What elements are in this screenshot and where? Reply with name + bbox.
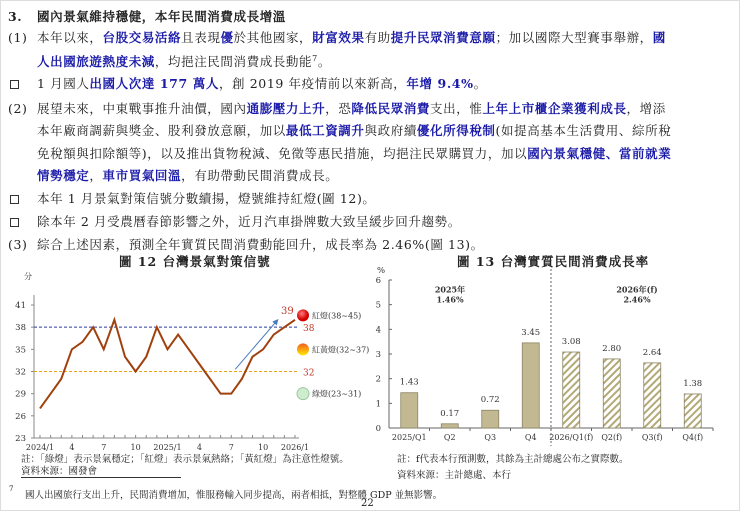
svg-text:2.46%: 2.46% — [623, 294, 651, 305]
svg-text:2024/1: 2024/1 — [25, 443, 55, 451]
svg-text:29: 29 — [15, 389, 26, 400]
paragraph-text: 情勢穩定，車市買氣回溫，有助帶動民間消費成長。 — [37, 168, 339, 183]
svg-text:0.72: 0.72 — [480, 395, 500, 406]
svg-text:4: 4 — [196, 443, 202, 451]
chart12-title: 圖 12 台灣景氣對策信號 — [119, 254, 271, 269]
svg-text:紅黃燈(32~37): 紅黃燈(32~37) — [312, 345, 370, 355]
chart12-source: 資料來源：國發會 — [21, 463, 181, 478]
chart13-note: 註：f代表本行預測數，其餘為主計總處公布之實際數。 — [397, 454, 629, 465]
paragraph-text: 綜合上述因素，預測全年實質民間消費動能回升，成長率為 2.46%(圖 13)。 — [37, 237, 484, 252]
chart13-bar-chart — [371, 261, 740, 451]
svg-text:0.17: 0.17 — [440, 408, 460, 419]
svg-text:3: 3 — [375, 350, 381, 360]
footnote-mark: 7 — [9, 485, 14, 493]
svg-text:39: 39 — [281, 305, 294, 317]
svg-text:23: 23 — [15, 434, 26, 444]
footnote-text: 國人出國旅行支出上升，民間消費增加，惟服務輸入同步提高，兩者相抵，對整體 GDP 並無影響。 — [25, 490, 443, 501]
svg-text:紅燈(38~45): 紅燈(38~45) — [312, 311, 362, 321]
paragraph-text: 人出國旅遊熱度未減，均挹注民間消費成長動能$^7$。 — [37, 54, 331, 70]
svg-text:1.43: 1.43 — [399, 377, 419, 388]
paragraph-text: 1 月國人出國人次達 177 萬人，創 2019 年疫情前以來新高，年增 9.4%。 — [37, 76, 487, 91]
paragraph-text: 除本年 2 月受農曆春節影響之外，近月汽車掛牌數大致呈緩步回升趨勢。 — [37, 214, 461, 229]
paragraph-text: 本年 1 月景氣對策信號分數續揚，燈號維持紅燈(圖 12)。 — [37, 191, 376, 206]
svg-text:38: 38 — [15, 323, 26, 334]
svg-text:2.80: 2.80 — [602, 343, 622, 354]
svg-text:41: 41 — [15, 301, 26, 311]
svg-text:7: 7 — [228, 443, 234, 451]
svg-text:1: 1 — [375, 399, 381, 410]
svg-text:35: 35 — [15, 345, 26, 356]
svg-text:2026/1: 2026/1 — [280, 443, 310, 451]
chart12-note: 註：「綠燈」表示景氣穩定；「紅燈」表示景氣熱絡；「黃紅燈」為注意性燈號。 — [21, 454, 349, 465]
svg-text:1.46%: 1.46% — [436, 294, 464, 305]
svg-text:4: 4 — [375, 325, 381, 336]
paragraph-text: 本年以來，台股交易活絡且表現優於其他國家，財富效果有助提升民眾消費意願；加以國際大型賽事舉辦，國 — [37, 30, 666, 45]
chart13-source: 資料來源：主計總處、本行 — [397, 470, 512, 481]
svg-text:2025/1: 2025/1 — [153, 443, 182, 451]
svg-text:7: 7 — [101, 443, 107, 451]
svg-text:2026/Q1(f): 2026/Q1(f) — [549, 433, 594, 442]
paragraph-text: 展望未來，中東戰事推升油價，國內通膨壓力上升，恐降低民眾消費支出，惟上年上市櫃企業獲利成長，增添 — [37, 101, 666, 116]
svg-text:10: 10 — [258, 443, 269, 451]
svg-text:Q4(f): Q4(f) — [682, 433, 704, 442]
svg-text:6: 6 — [375, 276, 381, 286]
section-number: 3. — [8, 9, 23, 24]
bullet-square-icon — [10, 195, 19, 204]
svg-text:2.64: 2.64 — [642, 347, 662, 358]
svg-text:32: 32 — [303, 368, 315, 379]
svg-text:26: 26 — [15, 411, 26, 422]
paragraph-text: 本年廠商調薪與獎金、股利發放意願，加以最低工資調升與政府續優化所得稅制(如提高基本生活費用、綜所稅 — [37, 123, 672, 138]
paragraph-marker: (1) — [8, 30, 28, 45]
svg-text:2: 2 — [375, 374, 381, 385]
svg-text:Q3(f): Q3(f) — [641, 433, 663, 442]
bullet-square-icon — [10, 218, 19, 227]
svg-text:0: 0 — [375, 424, 381, 434]
paragraph-marker: (2) — [8, 101, 28, 116]
svg-text:2026年(f): 2026年(f) — [616, 284, 658, 295]
paragraph-marker: (3) — [8, 237, 28, 252]
svg-text:分: 分 — [24, 272, 32, 281]
svg-text:Q2(f): Q2(f) — [601, 433, 623, 442]
paragraph-text: 免稅額與扣除額等)，以及推出貨物稅減、免徵等惠民措施，均挹注民眾購買力，加以國內景氣穩健、當前就業 — [37, 146, 672, 161]
section-title: 國內景氣維持穩健，本年民間消費成長增溫 — [37, 9, 286, 24]
page-number: 22 — [361, 498, 374, 509]
svg-text:Q3: Q3 — [484, 433, 497, 442]
svg-text:32: 32 — [15, 367, 26, 378]
svg-text:4: 4 — [69, 443, 75, 451]
svg-text:2025年: 2025年 — [434, 284, 466, 295]
svg-text:3.08: 3.08 — [561, 337, 581, 348]
svg-text:3.45: 3.45 — [521, 327, 541, 338]
svg-text:%: % — [377, 266, 386, 276]
svg-text:10: 10 — [130, 443, 141, 451]
chart13-title: 圖 13 台灣實質民間消費成長率 — [457, 254, 650, 269]
bullet-square-icon — [10, 80, 19, 89]
svg-text:38: 38 — [303, 324, 315, 335]
svg-text:綠燈(23~31): 綠燈(23~31) — [312, 389, 362, 399]
svg-text:Q2: Q2 — [443, 433, 456, 442]
svg-text:1.38: 1.38 — [683, 378, 703, 389]
svg-text:2025/Q1: 2025/Q1 — [391, 433, 427, 442]
svg-text:Q4: Q4 — [524, 433, 537, 442]
svg-text:5: 5 — [375, 300, 381, 311]
chart12-line-chart — [1, 261, 371, 451]
